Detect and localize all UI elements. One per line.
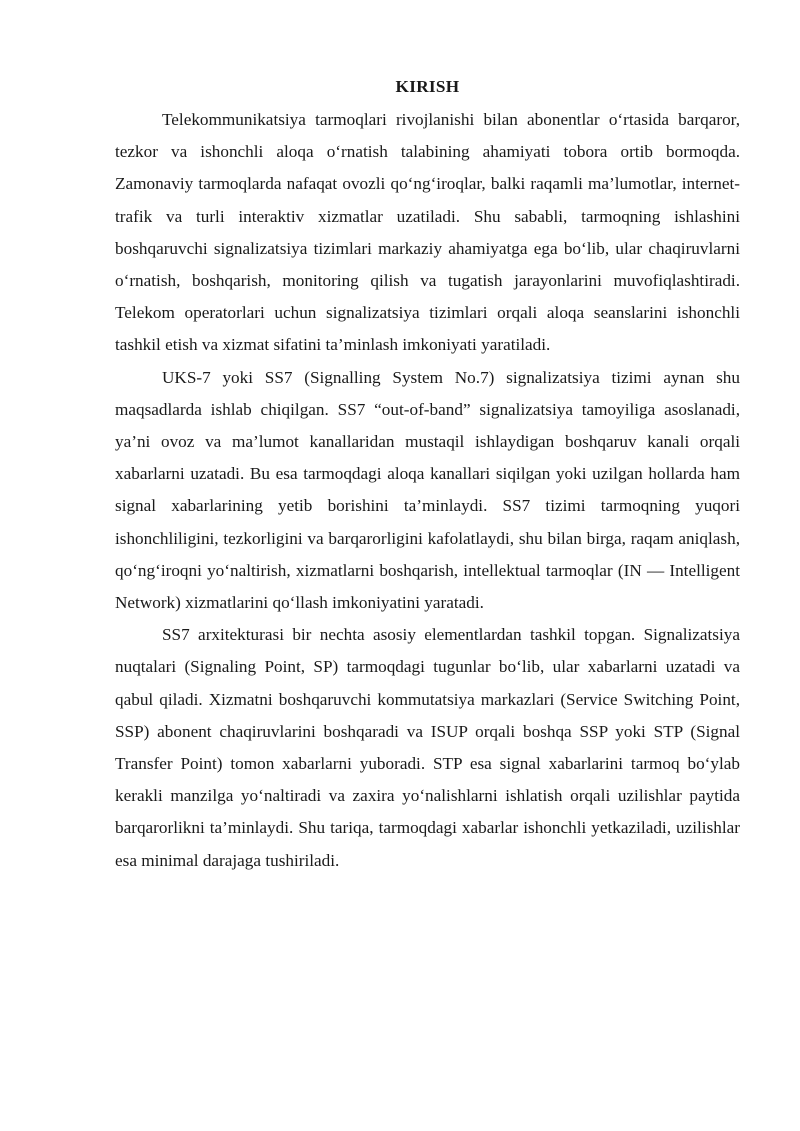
paragraph-ss7-architecture: SS7 arxitekturasi bir nechta asosiy elementlardan tashkil topgan. Signalizatsiya nuqtalari (Signaling Point, SP) tarmoqdagi tugunlar bo‘lib, ular xabarlarni uzatadi va qabul qiladi. Xizmatni boshqaruvchi kommutatsiya markazlari (Service Switching Point, SSP) abonent chaqiruvlarini boshqaradi va ISUP orqali boshqa SSP yoki STP (Signal Transfer Point) tomon xabarlarni yuboradi. STP esa signal xabarlarini tarmoq bo‘ylab kerakli manzilga yo‘naltiradi va zaxira yo‘nalishlarni ishlatish orqali uzilishlar paytida barqarorlikni ta’minlaydi. Shu tariqa, tarmoqdagi xabarlar ishonchli yetkaziladi, uzilishlar esa minimal darajaga tushiriladi.: [115, 625, 740, 870]
paragraph-introduction: Telekommunikatsiya tarmoqlari rivojlanishi bilan abonentlar o‘rtasida barqaror, tezkor va ishonchli aloqa o‘rnatish talabining ahamiyati tobora ortib bormoqda. Zamonaviy tarmoqlarda nafaqat ovozli qo‘ng‘iroqlar, balki raqamli ma’lumotlar, internet-trafik va turli interaktiv xizmatlar uzatiladi. Shu sababli, tarmoqning ishlashini boshqaruvchi signalizatsiya tizimlari markaziy ahamiyatga ega bo‘lib, ular chaqiruvlarni o‘rnatish, boshqarish, monitoring qilish va tugatish jarayonlarini muvofiqlashtiradi. Telekom operatorlari uchun signalizatsiya tizimlari orqali aloqa seanslarini ishonchli tashkil etish va xizmat sifatini ta’minlash imkoniyati yaratiladi.: [115, 110, 740, 355]
section-title: KIRISH: [395, 77, 460, 96]
paragraph-ss7-overview: UKS-7 yoki SS7 (Signalling System No.7) signalizatsiya tizimi aynan shu maqsadlarda ishlab chiqilgan. SS7 “out-of-band” signalizatsiya tamoyiliga asoslanadi, ya’ni ovoz va ma’lumot kanallaridan mustaqil ishlaydigan boshqaruv kanali orqali xabarlarni uzatadi. Bu esa tarmoqdagi aloqa kanallari siqilgan yoki uzilgan hollarda ham signal xabarlarining yetib borishini ta’minlaydi. SS7 tizimi tarmoqning yuqori ishonchliligini, tezkorligini va barqarorligini kafolatlaydi, shu bilan birga, raqam aniqlash, qo‘ng‘iroqni yo‘naltirish, xizmatlarni boshqarish, intellektual tarmoqlar (IN — Intelligent Network) xizmatlarini qo‘llash imkoniyatini yaratadi.: [115, 367, 740, 613]
document-body: [115, 76, 740, 877]
